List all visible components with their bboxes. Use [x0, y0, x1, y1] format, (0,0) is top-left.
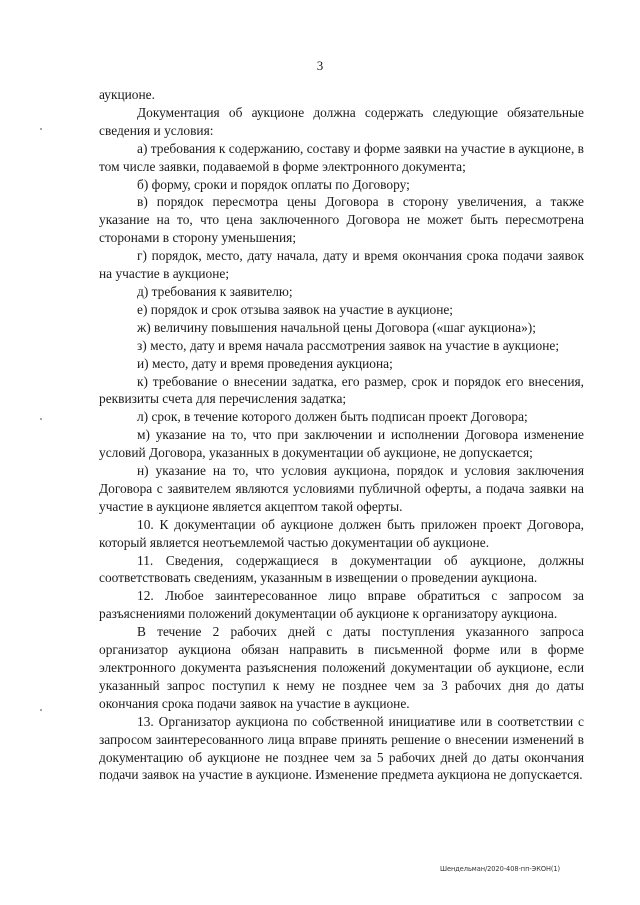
paragraph: 12. Любое заинтересованное лицо вправе обратиться с запросом за разъяснениями положений документации об аукционе к организатору аукциона. [99, 588, 584, 622]
paragraph: В течение 2 рабочих дней с даты поступления указанного запроса организатор аукциона обязан направить в письменной форме или в форме электронного документа разъяснения положений документации об аукционе, если указанный запрос поступил к нему не позднее чем за 3 рабочих дня до даты окончания срока подачи заявок на участие в аукционе. [99, 624, 584, 711]
paragraph: б) форму, сроки и порядок оплаты по Договору; [137, 176, 410, 192]
scan-mark [40, 709, 42, 711]
paragraph: в) порядок пересмотра цены Договора в сторону увеличения, а также указание на то, что цена заключенного Договора не может быть пересмотрена сторонами в сторону уменьшения; [99, 194, 584, 246]
paragraph: 13. Организатор аукциона по собственной инициативе или в соответствии с запросом заинтересованного лица вправе принять решение о внесении изменений в документацию об аукционе не позднее чем за 5 рабочих дней до даты окончания подачи заявок на участие в аукционе. Изменение предмета аукциона не допускается. [99, 713, 584, 783]
paragraph: е) порядок и срок отзыва заявок на участие в аукционе; [137, 301, 454, 317]
paragraph: л) срок, в течение которого должен быть подписан проект Договора; [137, 409, 528, 425]
paragraph: к) требование о внесении задатка, его размер, срок и порядок его внесения, реквизиты счета для перечисления задатка; [99, 373, 584, 407]
paragraph: 10. К документации об аукционе должен быть приложен проект Договора, который является неотъемлемой частью документации об аукционе. [99, 516, 584, 550]
scan-mark [40, 418, 42, 420]
paragraph: н) указание на то, что условия аукциона, порядок и условия заключения Договора с заявителем являются условиями публичной оферты, а подача заявки на участие в аукционе является акцептом такой оферты. [99, 463, 584, 514]
paragraph: д) требования к заявителю; [137, 283, 293, 299]
paragraph: г) порядок, место, дату начала, дату и время окончания срока подачи заявок на участие в аукционе; [99, 248, 584, 282]
scan-mark [40, 128, 42, 130]
paragraph: аукционе. [99, 87, 155, 102]
paragraph: з) место, дату и время начала рассмотрения заявок на участие в аукционе; [137, 337, 560, 353]
paragraph: и) место, дату и время проведения аукциона; [137, 355, 393, 371]
page-number: 3 [316, 58, 324, 73]
paragraph: а) требования к содержанию, составу и форме заявки на участие в аукционе, в том числе заявки, подаваемой в форме электронного документа; [99, 140, 584, 174]
paragraph: Документация об аукционе должна содержать следующие обязательные сведения и условия: [99, 104, 584, 138]
paragraph: ж) величину повышения начальной цены Договора («шаг аукциона»); [137, 319, 536, 335]
footer-code: Шендельман/2020-408-пп-ЭКОН(1) [440, 865, 561, 873]
paragraph: м) указание на то, что при заключении и исполнении Договора изменение условий Договора, указанных в документации об аукционе, не допускается; [99, 427, 584, 461]
paragraph: 11. Сведения, содержащиеся в документации об аукционе, должны соответствовать сведениям, указанным в извещении о проведении аукциона. [99, 552, 584, 586]
document-body [99, 86, 584, 784]
